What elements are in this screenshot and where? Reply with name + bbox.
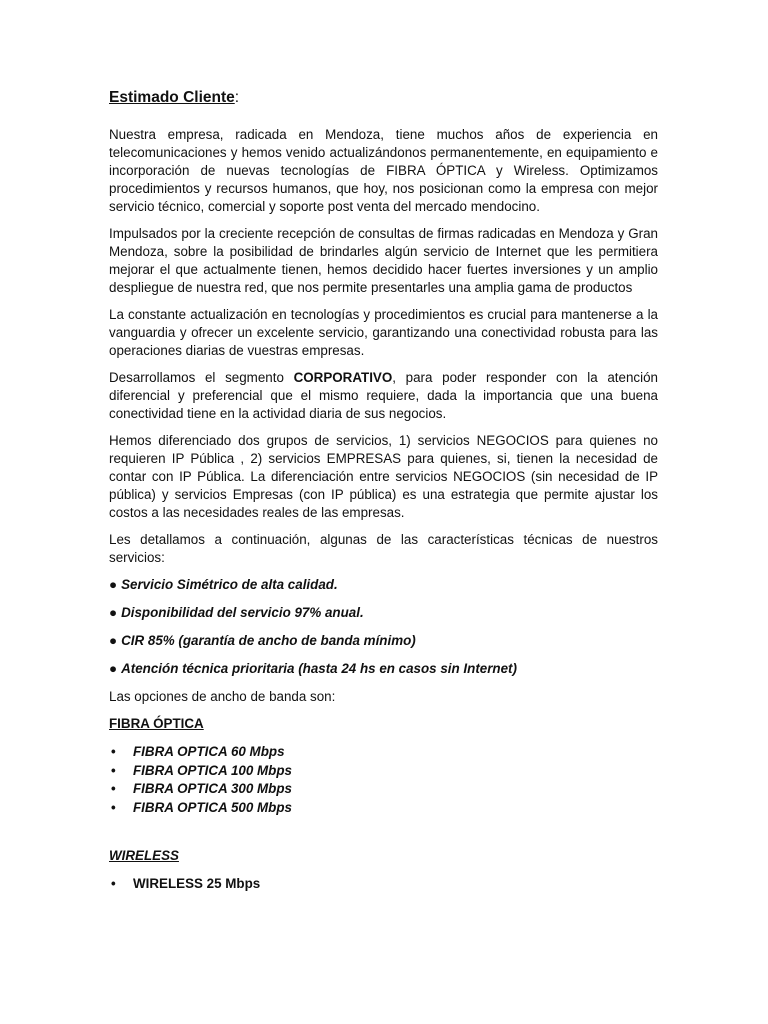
list-item (109, 799, 658, 818)
feature-cir (109, 632, 658, 650)
feature-availability (109, 604, 658, 622)
feature-text: Servicio Simétrico de alta calidad. (121, 577, 338, 592)
corporate-text-before: Desarrollamos el segmento (109, 370, 294, 385)
bullet-icon: • (111, 799, 116, 815)
fiber-option-label: FIBRA OPTICA 500 Mbps (133, 799, 292, 815)
bullet-icon: • (111, 762, 116, 778)
wireless-section-title: WIRELESS (109, 848, 179, 863)
feature-symmetric (109, 576, 658, 594)
list-item (109, 875, 658, 894)
feature-bullet-icon: ● (109, 661, 118, 676)
wireless-option-label: WIRELESS 25 Mbps (133, 876, 261, 891)
bullet-icon: • (111, 744, 116, 759)
paragraph-service-groups: Hemos diferenciado dos grupos de servicios, 1) servicios NEGOCIOS para quienes no requieren IP Pública , 2) servicios EMPRESAS para quienes, si, tienen la necesidad de contar con IP Pública. La diferenciación entre servicios NEGOCIOS (sin necesidad de IP pública) y servicios Empresas (con IP pública) es una estrategia que permite ajustar los costos a las necesidades reales de las empresas. (109, 433, 658, 520)
fiber-option-label: FIBRA OPTICA 100 Mbps (133, 762, 292, 778)
bandwidth-options-intro: Las opciones de ancho de banda son: (109, 689, 336, 704)
paragraph-technology: La constante actualización en tecnologías y procedimientos es crucial para mantenerse a la vanguardia y ofrecer un excelente servicio, garantizando una conectividad robusta para las operaciones diarias de vuestras empresas. (109, 307, 658, 358)
list-item (109, 762, 658, 781)
greeting-colon: : (234, 89, 240, 106)
section-spacer (109, 817, 658, 847)
fiber-section-title: FIBRA ÓPTICA (109, 716, 204, 731)
paragraph-investment: Impulsados por la creciente recepción de consultas de firmas radicadas en Mendoza y Gran Mendoza, sobre la posibilidad de brindarles algún servicio de Internet que les permitiera mejorar el que actualmente tienen, hemos decidido hacer fuertes inversiones y un amplio despliegue de nuestra red, que nos permite presentarles una amplia gama de productos (109, 226, 658, 295)
feature-text: CIR 85% (garantía de ancho de banda mínimo) (121, 633, 416, 648)
greeting-heading (109, 88, 658, 108)
feature-support (109, 660, 658, 678)
bullet-icon: • (111, 876, 116, 891)
corporate-text-after: , para poder responder con la atención diferencial y preferencial que el mismo requiere, dada la importancia que una buena conectividad tiene en la actividad diaria de sus negocios. (109, 370, 658, 421)
paragraph-features-intro: Les detallamos a continuación, algunas de las características técnicas de nuestros servicios: (109, 532, 658, 565)
fiber-option-label: FIBRA OPTICA 60 Mbps (133, 744, 285, 759)
fiber-option-list (109, 743, 658, 817)
feature-bullet-icon: ● (109, 605, 118, 620)
greeting-title: Estimado Cliente (109, 89, 235, 106)
paragraph-corporate (109, 369, 658, 423)
feature-bullet-icon: ● (109, 577, 118, 592)
bullet-icon: • (111, 781, 116, 796)
feature-text: Atención técnica prioritaria (hasta 24 hs en casos sin Internet) (121, 661, 517, 676)
paragraph-intro: Nuestra empresa, radicada en Mendoza, tiene muchos años de experiencia en telecomunicaciones y hemos venido actualizándonos permanentemente, en equipamiento e incorporación de nuevas tecnologías de FIBRA ÓPTICA y Wireless. Optimizamos procedimientos y recursos humanos, que hoy, nos posicionan como la empresa con mejor servicio técnico, comercial y soporte post venta del mercado mendocino. (109, 127, 658, 214)
feature-text: Disponibilidad del servicio 97% anual. (121, 605, 364, 620)
list-item (109, 780, 658, 799)
fiber-option-label: FIBRA OPTICA 300 Mbps (133, 781, 292, 796)
list-item (109, 743, 658, 762)
wireless-option-list (109, 875, 658, 894)
feature-bullet-icon: ● (109, 633, 118, 648)
corporate-keyword: CORPORATIVO (293, 370, 393, 385)
